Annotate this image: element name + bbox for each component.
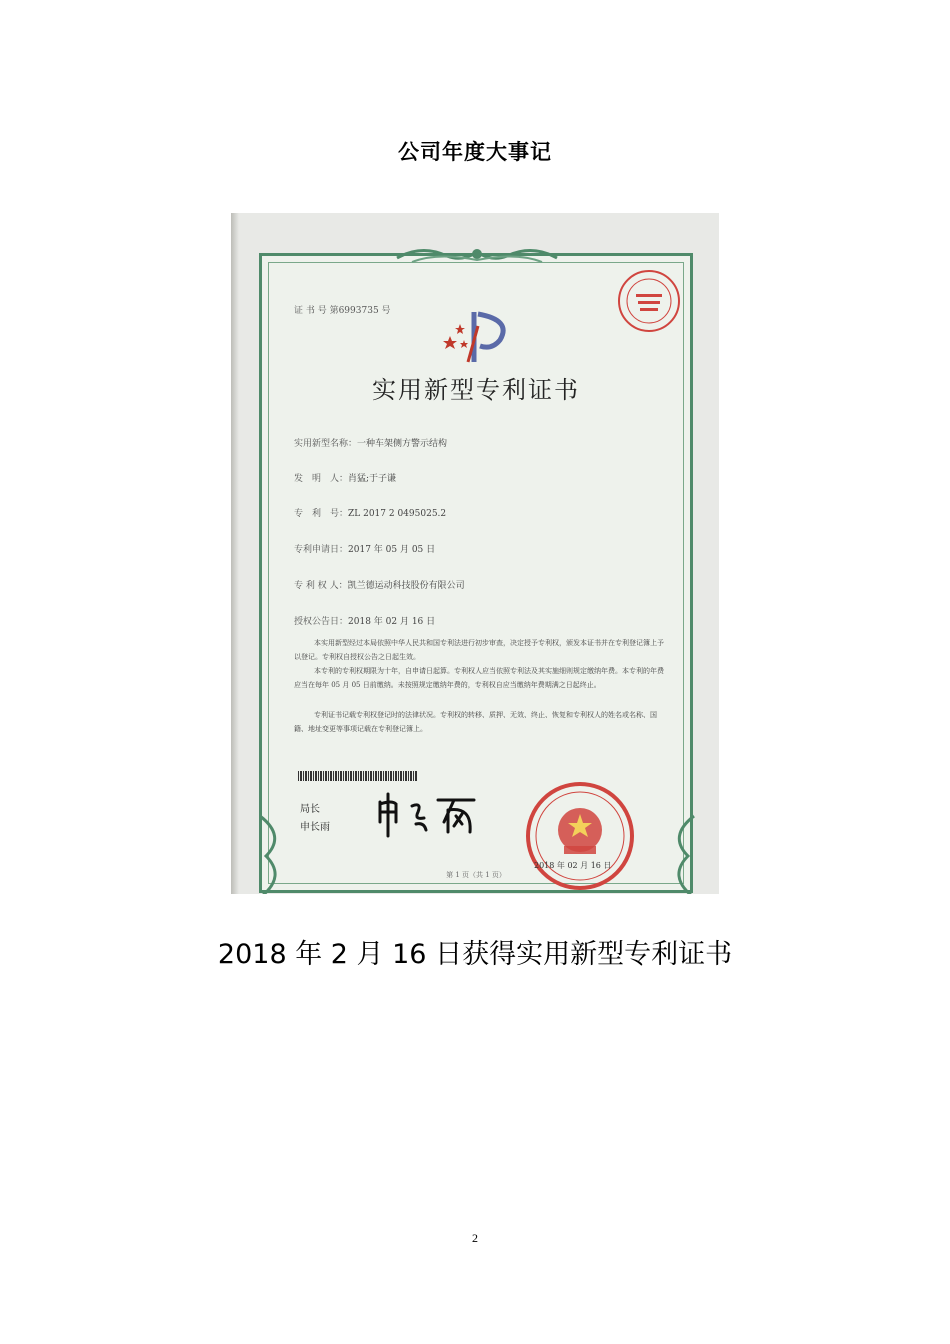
seal-date: 2018 年 02 月 16 日 — [534, 861, 612, 870]
photo-shadow — [231, 213, 239, 894]
certificate-photo — [231, 213, 719, 894]
field-utility-model-name: 实用新型名称：一种车架侧方警示结构 — [294, 439, 448, 449]
director-signature-icon — [374, 792, 484, 840]
certificate-paragraph: 本实用新型经过本局依照中华人民共和国专利法进行初步审查，决定授予专利权，颁发本证书并在专利登记簿上予以登记。专利权自授权公告之日起生效。 — [294, 639, 664, 661]
page-number: 2 — [472, 1231, 478, 1245]
agency-seal-icon — [616, 268, 682, 334]
director-title: 局长 — [300, 804, 320, 815]
barcode — [298, 771, 418, 781]
field-inventor: 发 明 人：肖猛;于子谦 — [294, 474, 397, 484]
certificate-paragraph: 本专利的专利权期限为十年，自申请日起算。专利权人应当依照专利法及其实施细则规定缴纳年费。本专利的年费应当在每年 05 月 05 日前缴纳。未按照规定缴纳年费的，专利权自应当缴纳年费期满之日起终止。 — [294, 667, 664, 689]
certificate-paragraph: 专利证书记载专利权登记时的法律状况。专利权的转移、质押、无效、终止、恢复和专利权人的姓名或名称、国籍、地址变更等事项记载在专利登记簿上。 — [294, 711, 657, 733]
field-application-date: 专利申请日：2017 年 05 月 05 日 — [294, 545, 436, 555]
field-patentee: 专 利 权 人：凯兰德运动科技股份有限公司 — [294, 581, 465, 591]
certificate-footer: 第 1 页（共 1 页） — [446, 871, 506, 879]
patent-office-logo — [442, 306, 522, 368]
field-grant-date: 授权公告日：2018 年 02 月 16 日 — [294, 617, 436, 627]
field-patent-number: 专 利 号：ZL 2017 2 0495025.2 — [294, 509, 447, 519]
director-name: 申长雨 — [300, 822, 330, 833]
certificate-serial: 证 书 号 第6993735 号 — [294, 306, 391, 316]
top-ornament-icon — [392, 244, 562, 268]
corner-ornament-icon — [256, 816, 296, 894]
patent-certificate — [259, 253, 693, 893]
corner-ornament-icon — [658, 816, 698, 894]
certificate-heading: 实用新型专利证书 — [372, 376, 580, 404]
page-title: 公司年度大事记 — [398, 140, 552, 164]
photo-caption: 2018 年 2 月 16 日获得实用新型专利证书 — [217, 939, 733, 970]
